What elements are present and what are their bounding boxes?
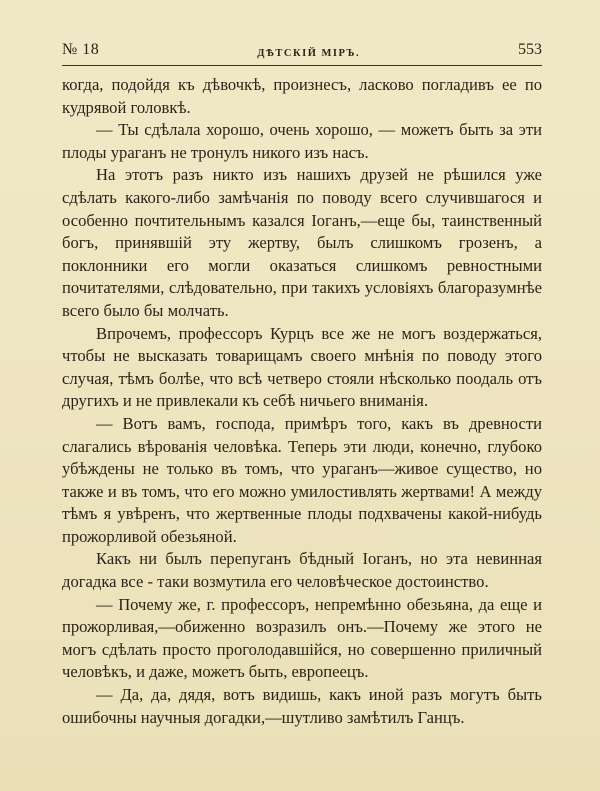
paragraph-3: На этотъ разъ никто изъ нашихъ друзей не рѣшился уже сдѣлать какого-либо замѣчанія по поводу всего случившагося и особенно почтительнымъ казался Іоганъ,—еще бы, таинственный богъ, принявшій эту жертву, былъ слишкомъ грозенъ, а поклонники его могли оказаться слишкомъ ревностными почитателями, слѣдовательно, при такихъ условіяхъ благоразумнѣе всего было бы молчать. [62,165,542,320]
paragraph-8: — Да, да, дядя, вотъ видишь, какъ иной разъ могутъ быть ошибочны научныя догадки,—шутливо замѣтилъ Ганцъ. [62,685,542,727]
paragraph-2: — Ты сдѣлала хорошо, очень хорошо, — можетъ быть за эти плоды ураганъ не тронулъ никого изъ насъ. [62,120,542,162]
page-body-text [62,74,542,729]
paragraph-1: когда, подойдя къ дѣвочкѣ, произнесъ, ласково погладивъ ее по кудрявой головкѣ. [62,75,542,117]
issue-number: № 18 [62,41,100,58]
paragraph-6: Какъ ни былъ перепуганъ бѣдный Іоганъ, но эта невинная догадка все - таки возмутила его человѣческое достоинство. [62,549,542,592]
paragraph-5: — Вотъ вамъ, господа, примѣръ того, какъ въ древности слагались вѣрованія человѣка. Теперь эти люди, конечно, глубоко убѣждены не только въ томъ, что ураганъ—живое существо, но также и въ томъ, что его можно умилостивлять жертвами! А между тѣмъ я увѣренъ, что жертвенные плоды подхвачены какой-нибудь прожорливой обезьяной. [62,413,542,546]
paragraph-4: Впрочемъ, профессоръ Курцъ все же не могъ воздержаться, чтобы не высказать товарищамъ своего мнѣнія по поводу этого случая, тѣмъ болѣе, что всѣ четверо стояли нѣсколько поодаль отъ другихъ и не привлекали къ себѣ ничьего вниманія. [62,323,542,411]
paragraph-7: — Почему же, г. профессоръ, непремѣнно обезьяна, да еще и прожорливая,—обиженно возразилъ онъ.—Почему же этого не могъ сдѣлать просто проголодавшійся, но совершенно приличный человѣкъ, и даже, можетъ быть, европеецъ. [62,594,542,682]
page-header [62,40,542,66]
page-number: 553 [518,41,542,58]
journal-title: ДѢТСКІЙ МІРЪ. [257,48,361,59]
